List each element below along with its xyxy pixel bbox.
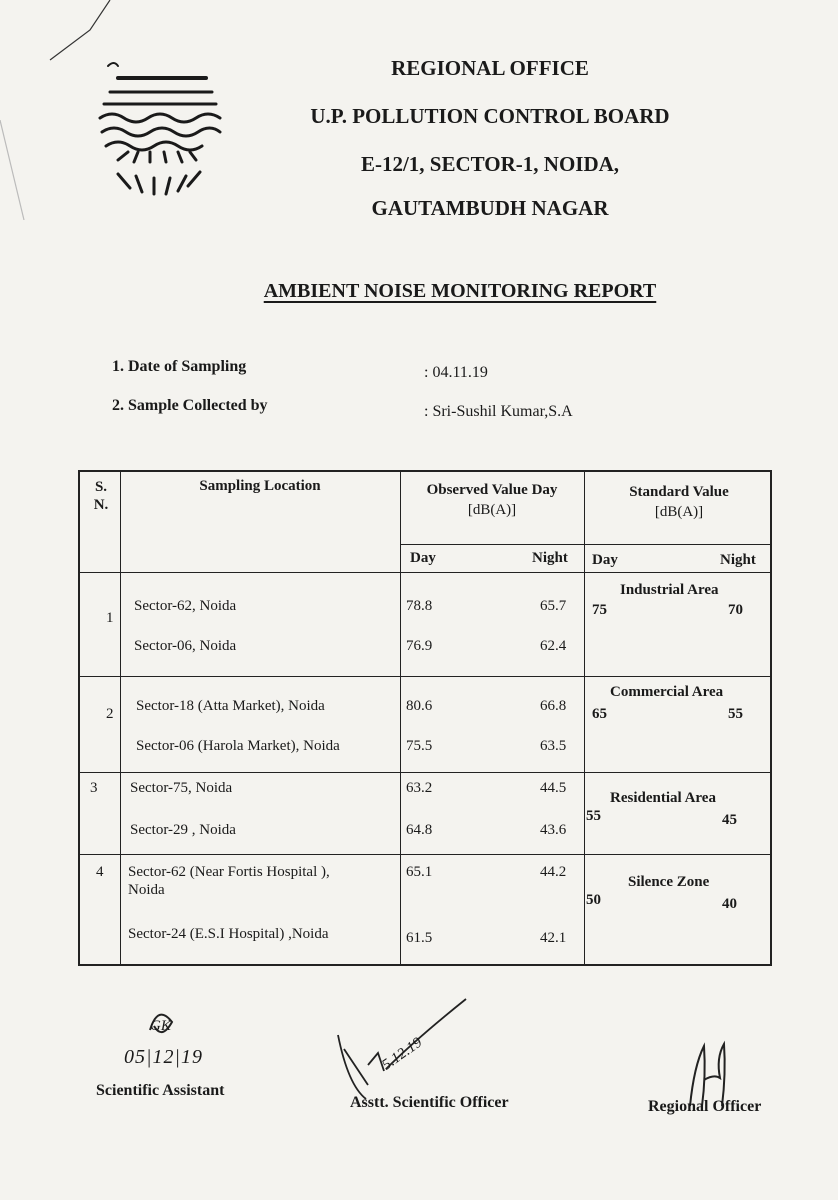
obs-night-cell: 65.7	[540, 598, 567, 614]
obs-day-cell: 80.6	[406, 698, 433, 714]
meta-value-date: : 04.11.19	[424, 364, 488, 381]
signature-date-middle: 5.12.19	[379, 1034, 426, 1074]
area-category: Industrial Area	[620, 582, 719, 598]
header-observed: Observed Value Day	[426, 482, 558, 498]
std-day-cell: 65	[592, 706, 607, 722]
obs-night-cell: 44.2	[540, 864, 567, 880]
scan-mark-top-left	[40, 0, 120, 70]
location-cell: Sector-62, Noida	[134, 598, 237, 614]
obs-day-cell: 76.9	[406, 638, 433, 654]
location-cell: Sector-18 (Atta Market), Noida	[136, 698, 325, 714]
obs-day-cell: 65.1	[406, 864, 433, 880]
meta-label-collector: 2. Sample Collected by	[112, 397, 268, 414]
board-name: U.P. POLLUTION CONTROL BOARD	[310, 104, 670, 128]
header-obs-night: Night	[532, 550, 568, 566]
obs-night-cell: 42.1	[540, 930, 567, 946]
row-sn: 4	[96, 864, 104, 880]
location-cell: Sector-62 (Near Fortis Hospital ),	[128, 864, 330, 880]
location-cell: Sector-24 (E.S.I Hospital) ,Noida	[128, 926, 329, 942]
std-night-cell: 40	[722, 896, 737, 912]
row-sn: 3	[90, 780, 98, 796]
row-divider	[80, 772, 770, 773]
obs-day-cell: 64.8	[406, 822, 433, 838]
meta-label-date: 1. Date of Sampling	[112, 358, 247, 375]
location-cell: Sector-29 , Noida	[130, 822, 236, 838]
asstt-scientific-officer-label: Asstt. Scientific Officer	[350, 1094, 509, 1111]
location-cell: Sector-06, Noida	[134, 638, 237, 654]
location-cell: Sector-75, Noida	[130, 780, 233, 796]
row-divider	[80, 854, 770, 855]
header-obs-day: Day	[410, 550, 436, 566]
row-divider	[80, 676, 770, 677]
obs-night-cell: 66.8	[540, 698, 567, 714]
office-address: E-12/1, SECTOR-1, NOIDA,	[360, 152, 620, 176]
board-logo-icon	[88, 56, 233, 201]
row-sn: 1	[106, 610, 114, 626]
col-divider	[120, 472, 121, 964]
header-standard-unit: [dB(A)]	[654, 504, 704, 520]
obs-night-cell: 43.6	[540, 822, 567, 838]
obs-night-cell: 63.5	[540, 738, 567, 754]
col-divider	[584, 472, 585, 964]
obs-day-cell: 75.5	[406, 738, 433, 754]
obs-night-cell: 44.5	[540, 780, 567, 796]
obs-day-cell: 63.2	[406, 780, 433, 796]
area-category: Silence Zone	[628, 874, 710, 890]
scan-mark-left-edge	[0, 120, 30, 220]
header-standard: Standard Value	[629, 484, 729, 500]
obs-day-cell: 78.8	[406, 598, 433, 614]
col-divider	[400, 472, 401, 964]
office-name: REGIONAL OFFICE	[391, 56, 589, 80]
subheader-divider	[400, 544, 770, 545]
header-std-night: Night	[720, 552, 756, 568]
office-city: GAUTAMBUDH NAGAR	[371, 196, 609, 220]
noise-table	[78, 470, 772, 966]
regional-officer-label: Regional Officer	[648, 1098, 762, 1115]
signature-initials: GK	[150, 1018, 171, 1034]
row-sn: 2	[106, 706, 114, 722]
location-cell-continued: Noida	[128, 882, 165, 898]
std-night-cell: 45	[722, 812, 737, 828]
header-location: Sampling Location	[199, 478, 321, 494]
signature-date-left: 05|12|19	[124, 1046, 203, 1068]
meta-value-collector: : Sri-Sushil Kumar,S.A	[424, 403, 573, 420]
location-cell: Sector-06 (Harola Market), Noida	[136, 738, 340, 754]
std-day-cell: 55	[586, 808, 601, 824]
report-title: AMBIENT NOISE MONITORING REPORT	[263, 280, 657, 302]
std-night-cell: 70	[728, 602, 743, 618]
area-category: Commercial Area	[610, 684, 724, 700]
area-category: Residential Area	[610, 790, 716, 806]
std-day-cell: 50	[586, 892, 601, 908]
scientific-assistant-label: Scientific Assistant	[96, 1082, 225, 1099]
obs-night-cell: 62.4	[540, 638, 567, 654]
obs-day-cell: 61.5	[406, 930, 433, 946]
header-sn: S. N.	[93, 479, 109, 513]
std-day-cell: 75	[592, 602, 607, 618]
header-observed-unit: [dB(A)]	[467, 502, 517, 518]
header-std-day: Day	[592, 552, 618, 568]
std-night-cell: 55	[728, 706, 743, 722]
row-divider	[80, 572, 770, 573]
